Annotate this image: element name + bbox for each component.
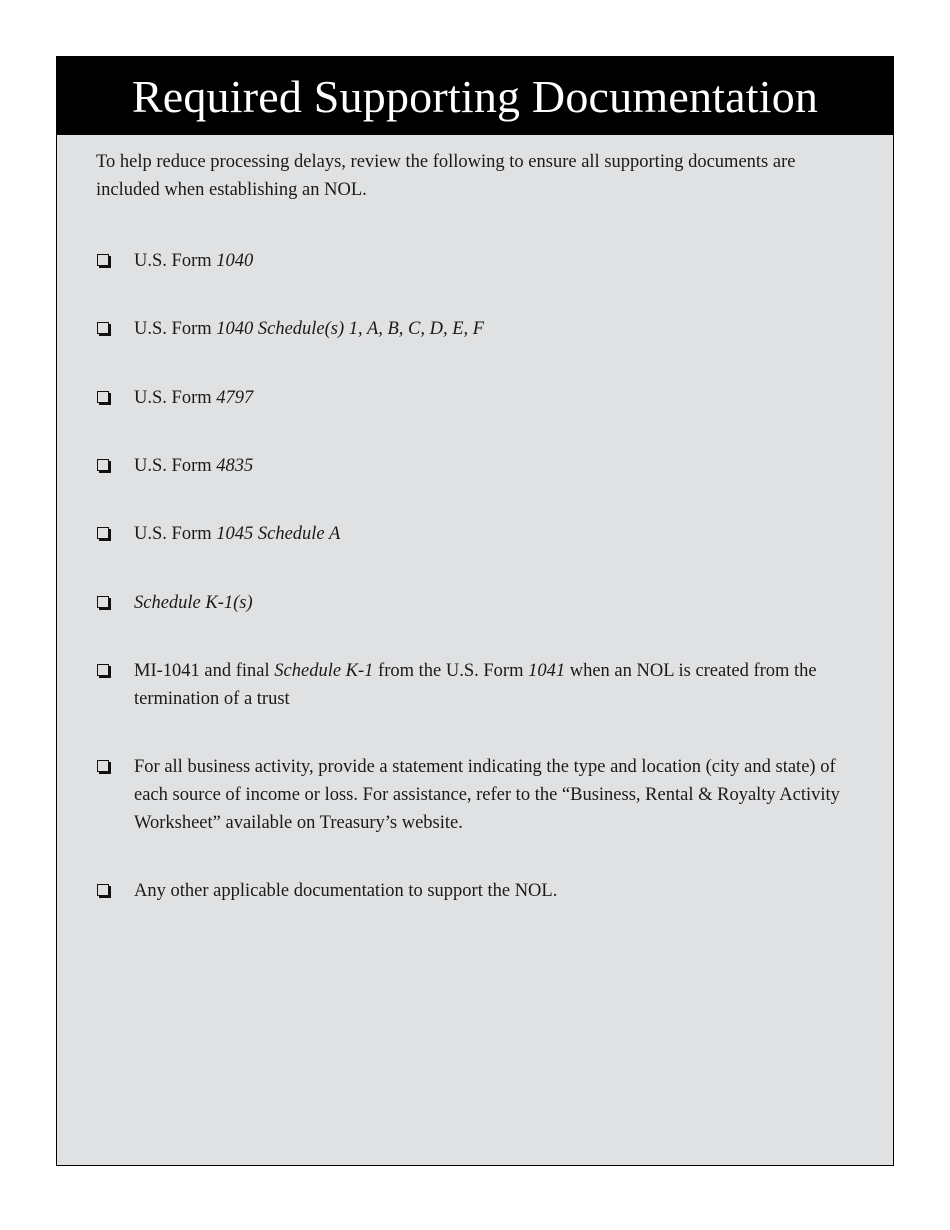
checkbox-icon[interactable] <box>96 315 134 343</box>
checkbox-icon[interactable] <box>96 384 134 412</box>
checklist-item: MI-1041 and final Schedule K-1 from the U.S. Form 1041 when an NOL is created from the termination of a trust <box>96 657 866 713</box>
checkbox-icon[interactable] <box>96 247 134 275</box>
checklist-item: U.S. Form 4797 <box>96 384 866 412</box>
checkbox-icon[interactable] <box>96 452 134 480</box>
checklist-item: U.S. Form 1045 Schedule A <box>96 520 866 548</box>
documentation-panel <box>56 56 894 1166</box>
checkbox-icon[interactable] <box>96 753 134 837</box>
checklist-item: Schedule K-1(s) <box>96 589 866 617</box>
checkbox-icon[interactable] <box>96 589 134 617</box>
checklist-item: U.S. Form 1040 <box>96 247 866 275</box>
page-title: Required Supporting Documentation <box>57 57 893 135</box>
checklist-item: Any other applicable documentation to support the NOL. <box>96 877 866 905</box>
checklist-item: U.S. Form 4835 <box>96 452 866 480</box>
checkbox-icon[interactable] <box>96 877 134 905</box>
checkbox-icon[interactable] <box>96 520 134 548</box>
intro-text: To help reduce processing delays, review the following to ensure all supporting documents are included when establishing an NOL. <box>96 152 796 200</box>
checkbox-icon[interactable] <box>96 657 134 713</box>
checklist-item: U.S. Form 1040 Schedule(s) 1, A, B, C, D, E, F <box>96 315 866 343</box>
checklist-item: For all business activity, provide a statement indicating the type and location (city and state) of each source of income or loss. For assistance, refer to the “Business, Rental & Royalty Activity Worksheet” available on Treasury’s website. <box>96 753 866 837</box>
